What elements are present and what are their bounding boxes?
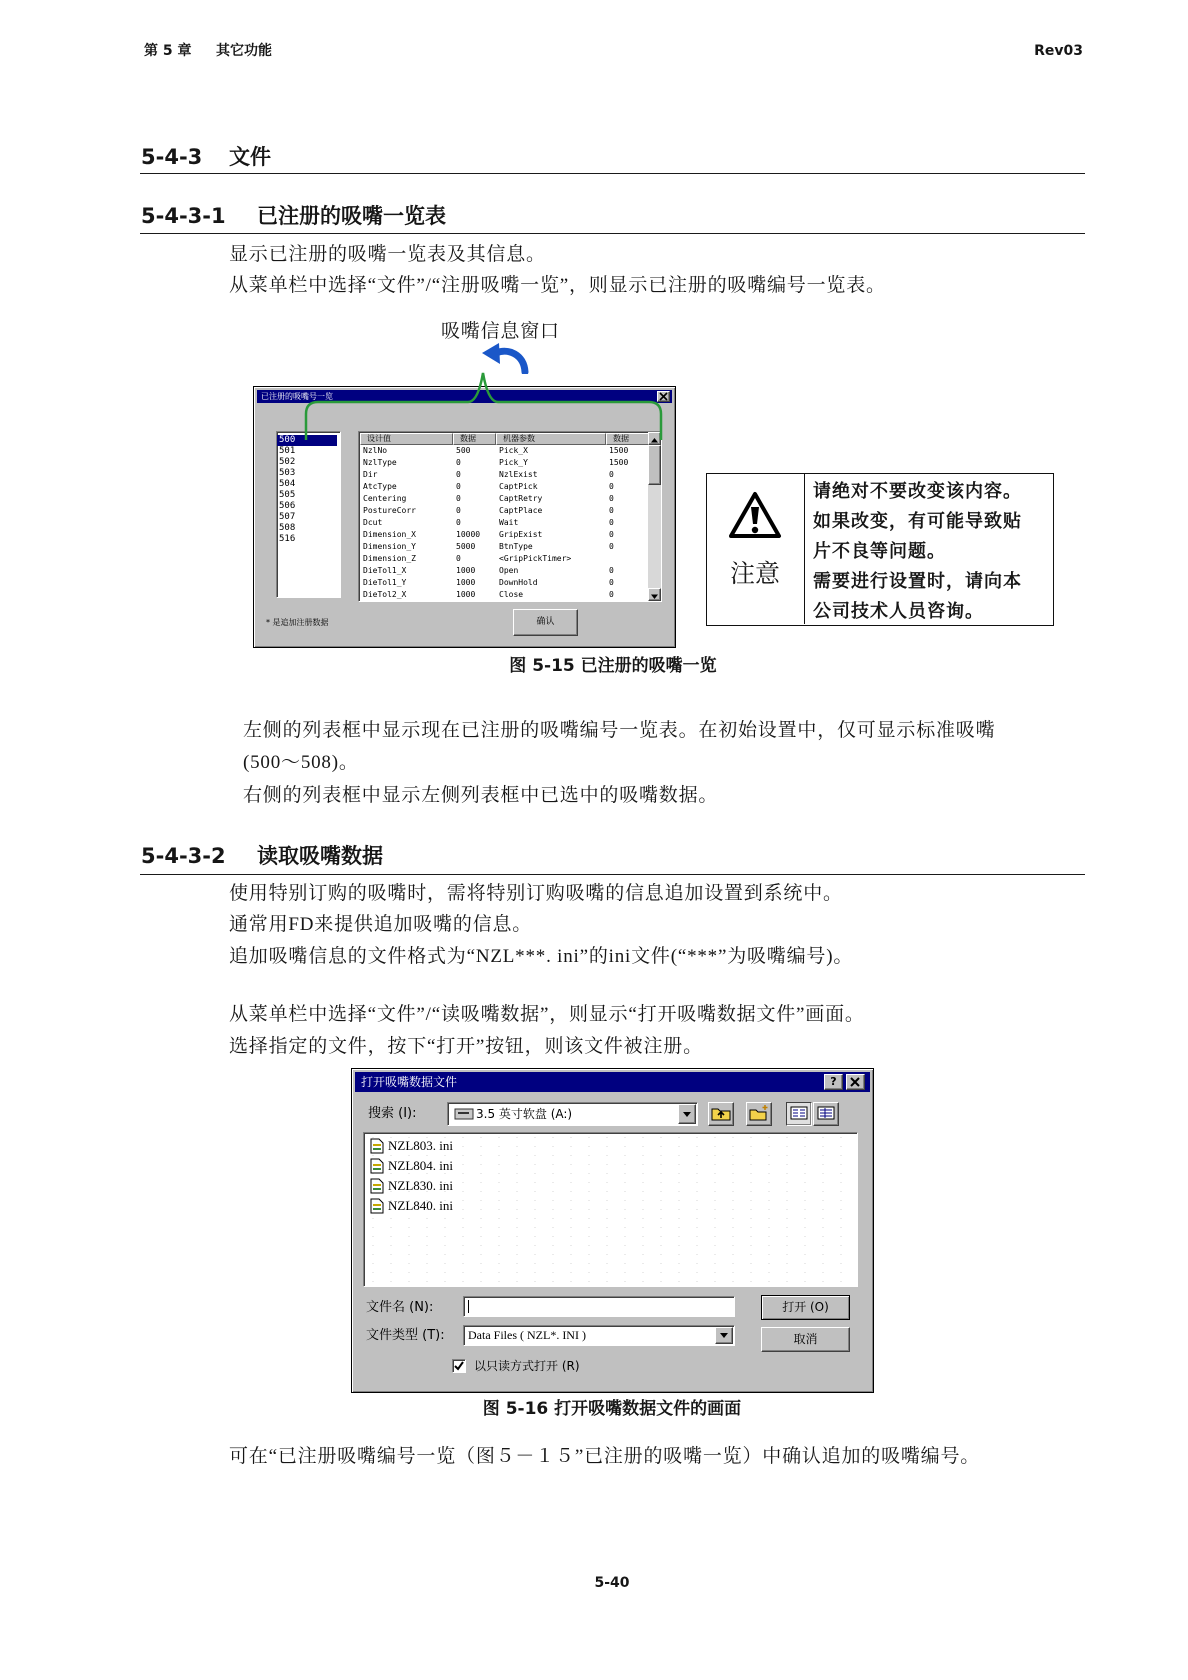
nozzle-list-item[interactable]: 501 <box>279 446 296 456</box>
caution-line: 如果改变，有可能导致贴 <box>813 511 1022 532</box>
table-cell: 0 <box>456 518 461 527</box>
table-cell: 0 <box>609 470 614 479</box>
file-type-dropdown[interactable] <box>463 1325 735 1346</box>
file-type-value: Data Files ( NZL*. INI ) <box>468 1328 586 1342</box>
subsection-title: 读取吸嘴数据 <box>257 844 383 868</box>
close-button[interactable] <box>846 1074 865 1090</box>
file-list-item[interactable] <box>364 1196 857 1216</box>
table-cell: 0 <box>456 458 461 467</box>
table-cell: 0 <box>456 554 461 563</box>
caution-line: 请绝对不要改变该内容。 <box>813 481 1022 502</box>
dialog-title: 已注册的吸嘴号一览 <box>261 392 333 401</box>
paragraph-line: (500～508)。 <box>243 752 359 773</box>
file-name: NZL830. ini <box>388 1178 453 1193</box>
table-cell: 1500 <box>609 446 629 455</box>
dialog-title: 打开吸嘴数据文件 <box>361 1075 458 1089</box>
table-cell: 0 <box>609 530 614 539</box>
text-cursor <box>468 1300 469 1313</box>
table-cell: 0 <box>609 578 614 587</box>
caution-label-cell <box>707 474 805 624</box>
table-row[interactable] <box>360 553 649 565</box>
ok-button-label: 确认 <box>536 617 555 627</box>
open-button-label: 打开 (O) <box>782 1300 829 1314</box>
subsection-title: 已注册的吸嘴一览表 <box>257 204 446 228</box>
table-cell: 0 <box>609 494 614 503</box>
table-cell: DownHold <box>499 578 538 587</box>
chevron-down-icon <box>716 1328 732 1343</box>
table-cell: 0 <box>456 506 461 515</box>
nozzle-list-item[interactable]: 504 <box>279 479 296 489</box>
paragraph-line: 从菜单栏中选择“文件”/“读吸嘴数据”，则显示“打开吸嘴数据文件”画面。 <box>229 1004 865 1025</box>
ok-button[interactable] <box>513 609 578 636</box>
nozzle-list-item[interactable]: 505 <box>279 490 296 500</box>
arrow-down-icon <box>649 591 660 602</box>
chevron-down-icon <box>679 1105 695 1123</box>
readonly-checkbox[interactable] <box>452 1359 466 1373</box>
paragraph-line: 追加吸嘴信息的文件格式为“NZL***. ini”的ini文件(“***”为吸嘴编号)。 <box>229 946 854 967</box>
table-cell: NzlType <box>363 458 397 467</box>
nozzle-list-item[interactable]: 516 <box>279 534 296 544</box>
table-cell: <GripPickTimer> <box>499 554 572 563</box>
chapter-title: 其它功能 <box>216 43 272 59</box>
file-name: NZL804. ini <box>388 1158 453 1173</box>
look-in-label: 搜索 (I): <box>368 1106 417 1121</box>
table-cell: 1000 <box>456 566 476 575</box>
table-cell: 1500 <box>609 458 629 467</box>
caution-line: 需要进行设置时，请向本 <box>813 571 1022 592</box>
help-button-label: ? <box>830 1075 837 1088</box>
ini-file-icon <box>370 1198 384 1214</box>
open-button[interactable] <box>761 1295 850 1320</box>
paragraph-line: 选择指定的文件，按下“打开”按钮，则该文件被注册。 <box>229 1036 703 1057</box>
table-cell: 0 <box>609 590 614 599</box>
table-cell: CaptRetry <box>499 494 543 503</box>
nozzle-list-item[interactable]: 503 <box>279 468 296 478</box>
table-cell: NzlNo <box>363 446 388 455</box>
section-title: 文件 <box>229 145 271 169</box>
page-number: 5-40 <box>594 1575 630 1591</box>
figure-caption: 图 5-16 打开吸嘴数据文件的画面 <box>482 1399 742 1419</box>
caution-line: 公司技术人员咨询。 <box>813 601 984 622</box>
table-row[interactable] <box>360 493 649 505</box>
column-header[interactable]: 数据 <box>606 433 649 445</box>
table-row[interactable] <box>360 529 649 541</box>
file-name: NZL803. ini <box>388 1138 453 1153</box>
table-cell: Centering <box>363 494 407 503</box>
caution-box <box>706 473 1054 626</box>
file-list[interactable] <box>363 1132 858 1287</box>
nozzle-list-item[interactable]: 506 <box>279 501 296 511</box>
details-view-button[interactable] <box>813 1102 839 1126</box>
cancel-button-label: 取消 <box>793 1332 818 1346</box>
help-button[interactable] <box>824 1074 843 1090</box>
table-row[interactable] <box>360 517 649 529</box>
table-cell: Dimension_X <box>363 530 416 539</box>
list-view-icon <box>788 1103 810 1123</box>
table-cell: 0 <box>609 542 614 551</box>
table-cell: Pick_Y <box>499 458 528 467</box>
file-name-label: 文件名 (N): <box>366 1300 434 1315</box>
table-body <box>360 445 649 601</box>
dropdown-button[interactable] <box>678 1104 696 1124</box>
ini-file-icon <box>370 1178 384 1194</box>
table-cell: 0 <box>456 482 461 491</box>
chapter-number: 第 5 章 <box>144 43 192 59</box>
table-cell: DieTol2_X <box>363 590 407 599</box>
table-cell: Open <box>499 566 519 575</box>
column-header[interactable]: 机器参数 <box>496 433 606 445</box>
nozzle-list-item[interactable]: 500 <box>277 435 337 446</box>
file-list-item[interactable] <box>364 1176 857 1196</box>
check-icon <box>453 1360 465 1372</box>
table-cell: Dimension_Y <box>363 542 416 551</box>
table-cell <box>606 553 649 565</box>
callout-label: 吸嘴信息窗口 <box>441 321 560 342</box>
file-type-label: 文件类型 (T): <box>366 1328 445 1343</box>
footnote: * 是追加注册数据 <box>266 618 329 627</box>
file-list-item[interactable] <box>364 1136 857 1156</box>
figure-caption: 图 5-15 已注册的吸嘴一览 <box>509 656 717 676</box>
new-folder-button[interactable] <box>746 1102 772 1126</box>
table-cell: PostureCorr <box>363 506 416 515</box>
table-cell: CaptPick <box>499 482 538 491</box>
table-cell: Wait <box>499 518 519 527</box>
table-cell: AtcType <box>363 482 397 491</box>
cancel-button[interactable] <box>761 1327 850 1352</box>
nozzle-list-item[interactable]: 508 <box>279 523 296 533</box>
up-folder-icon <box>710 1103 732 1123</box>
table-cell: CaptPlace <box>499 506 543 515</box>
file-name: NZL840. ini <box>388 1198 453 1213</box>
title-bar <box>355 1072 870 1092</box>
up-folder-button[interactable] <box>708 1102 734 1126</box>
close-icon <box>847 1075 864 1089</box>
warning-icon <box>728 490 782 540</box>
scroll-down-button[interactable] <box>648 588 661 601</box>
table-cell: 0 <box>609 518 614 527</box>
paragraph-line: 可在“已注册吸嘴编号一览（图５－１５”已注册的吸嘴一览）中确认追加的吸嘴编号。 <box>229 1446 981 1467</box>
section-number: 5-4-3 <box>141 145 203 169</box>
open-nozzle-file-dialog <box>351 1068 874 1393</box>
table-cell: GripExist <box>499 530 543 539</box>
ini-file-icon <box>370 1158 384 1174</box>
list-view-button[interactable] <box>786 1102 812 1126</box>
table-cell: 10000 <box>456 530 481 539</box>
table-row[interactable] <box>360 589 649 601</box>
paragraph-line: 显示已注册的吸嘴一览表及其信息。 <box>229 244 546 265</box>
table-cell: Dir <box>363 470 378 479</box>
table-cell: BtnType <box>499 542 533 551</box>
revision-label: Rev03 <box>1034 43 1083 59</box>
new-folder-icon <box>748 1103 770 1123</box>
table-row[interactable] <box>360 481 649 493</box>
table-row[interactable] <box>360 565 649 577</box>
table-row[interactable] <box>360 469 649 481</box>
table-cell: Dimension_Z <box>363 554 416 563</box>
table-cell: 1000 <box>456 590 476 599</box>
paragraph-line: 右侧的列表框中显示左侧列表框中已选中的吸嘴数据。 <box>243 785 719 806</box>
paragraph-line: 使用特别订购的吸嘴时，需将特别订购吸嘴的信息追加设置到系统中。 <box>229 883 843 904</box>
table-cell: NzlExist <box>499 470 538 479</box>
table-cell: DieTol1_X <box>363 566 407 575</box>
file-list-item[interactable] <box>364 1156 857 1176</box>
column-header[interactable]: 设计值 <box>360 433 453 445</box>
table-cell: DieTol1_Y <box>363 578 407 587</box>
table-cell: Pick_X <box>499 446 528 455</box>
file-name-input[interactable] <box>463 1296 735 1317</box>
table-cell: 500 <box>456 446 471 455</box>
floppy-drive-icon <box>454 1108 474 1120</box>
look-in-value: 3.5 英寸软盘 (A:) <box>476 1107 573 1121</box>
readonly-label[interactable]: 以只读方式打开 (R) <box>474 1359 580 1373</box>
dropdown-button[interactable] <box>715 1327 733 1344</box>
table-cell: 0 <box>609 482 614 491</box>
table-cell: 0 <box>609 506 614 515</box>
subsection-number: 5-4-3-1 <box>141 204 226 228</box>
nozzle-list-item[interactable]: 507 <box>279 512 296 522</box>
table-cell: 0 <box>456 494 461 503</box>
details-view-icon <box>815 1103 837 1123</box>
caution-text <box>813 477 1022 627</box>
paragraph-line: 从菜单栏中选择“文件”/“注册吸嘴一览”，则显示已注册的吸嘴编号一览表。 <box>229 275 886 296</box>
table-cell: Dcut <box>363 518 383 527</box>
table-row[interactable] <box>360 541 649 553</box>
paragraph-line: 通常用FD来提供追加吸嘴的信息。 <box>229 914 533 935</box>
table-row[interactable] <box>360 577 649 589</box>
caution-line: 片不良等问题。 <box>813 541 946 562</box>
table-cell: 5000 <box>456 542 476 551</box>
caution-label: 注意 <box>729 559 780 588</box>
look-in-dropdown[interactable] <box>447 1102 698 1126</box>
subsection-rule <box>140 874 1085 875</box>
table-cell: Close <box>499 590 524 599</box>
nozzle-list-item[interactable]: 502 <box>279 457 296 467</box>
subsection-number: 5-4-3-2 <box>141 844 226 868</box>
table-cell: 0 <box>609 566 614 575</box>
brace-connector <box>0 0 700 460</box>
table-row[interactable] <box>360 505 649 517</box>
ini-file-icon <box>370 1138 384 1154</box>
column-header[interactable]: 数据 <box>453 433 496 445</box>
table-cell: 0 <box>456 470 461 479</box>
paragraph-line: 左侧的列表框中显示现在已注册的吸嘴编号一览表。在初始设置中，仅可显示标准吸嘴 <box>243 720 996 741</box>
table-cell: 1000 <box>456 578 476 587</box>
